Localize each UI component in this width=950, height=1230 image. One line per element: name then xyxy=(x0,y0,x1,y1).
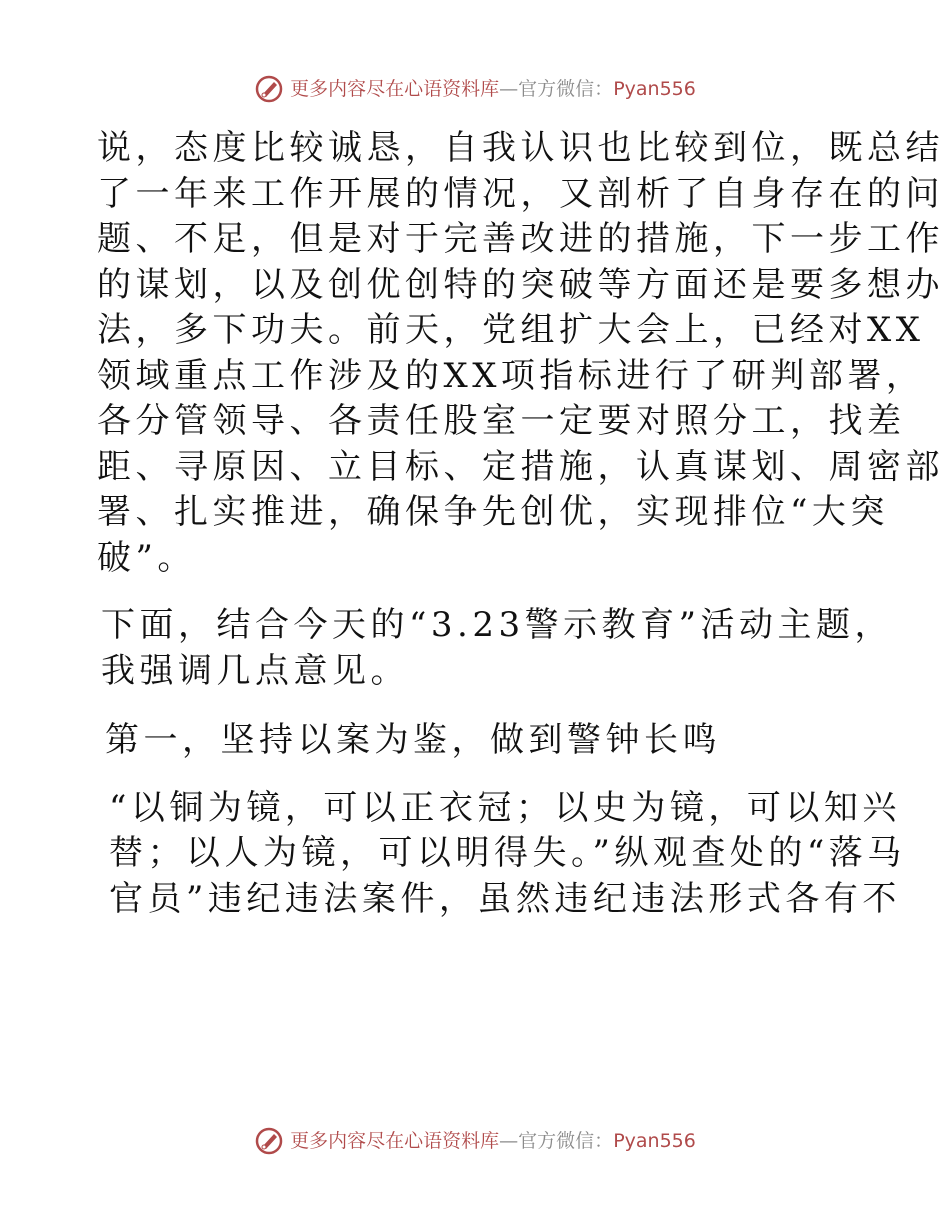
text-line: 各分管领导、各责任股室一定要对照分工，找差 xyxy=(97,401,906,441)
paragraph-1 xyxy=(97,126,944,581)
paragraph-3 xyxy=(97,786,906,923)
text-line: 领域重点工作涉及的XX项指标进行了研判部署， xyxy=(97,355,925,396)
text-line: 破”。 xyxy=(97,537,196,578)
header-watermark xyxy=(0,74,950,104)
text-line: “以铜为镜，可以正衣冠；以史为镜，可以知兴 xyxy=(109,787,901,828)
document-body xyxy=(97,126,944,922)
text-line: 题、不足，但是对于完善改进的措施，下一步工作 xyxy=(97,219,944,259)
text-line: 署、扎实推进，确保争先创优，实现排位“大突 xyxy=(97,492,889,532)
brand-logo-icon xyxy=(254,74,284,104)
brand-logo-icon xyxy=(254,1126,284,1156)
watermark-dash: — xyxy=(499,78,519,100)
watermark-sub: 官方微信： xyxy=(518,1130,614,1152)
text-line: 下面，结合今天的“3.23警示教育”活动主题， xyxy=(101,605,893,645)
watermark-text xyxy=(290,74,696,104)
text-line: 了一年来工作开展的情况，又剖析了自身存在的问 xyxy=(97,173,944,214)
paragraph-2 xyxy=(97,603,893,694)
section-heading xyxy=(97,718,857,764)
watermark-text xyxy=(290,1126,696,1156)
text-line: 法，多下功夫。前天，党组扩大会上，已经对XX xyxy=(97,310,925,350)
text-line: 距、寻原因、立目标、定措施，认真谋划、周密部 xyxy=(97,446,944,487)
watermark-main: 更多内容尽在心语资料库 xyxy=(290,78,500,100)
text-line: 我强调几点意见。 xyxy=(101,650,409,691)
text-line: 官员”违纪违法案件，虽然违纪违法形式各有不 xyxy=(109,878,901,919)
watermark-main: 更多内容尽在心语资料库 xyxy=(290,1130,500,1152)
watermark-id: Pyan556 xyxy=(613,78,696,100)
watermark-sub: 官方微信： xyxy=(518,78,614,100)
text-line: 替；以人为镜，可以明得失。”纵观查处的“落马 xyxy=(109,833,906,873)
footer-watermark xyxy=(0,1126,950,1156)
watermark-id: Pyan556 xyxy=(613,1130,696,1152)
text-line: 说，态度比较诚恳，自我认识也比较到位，既总结 xyxy=(97,128,944,168)
text-line: 的谋划，以及创优创特的突破等方面还是要多想办 xyxy=(97,264,944,305)
text-line: 第一，坚持以案为鉴，做到警钟长鸣 xyxy=(105,720,721,760)
watermark-dash: — xyxy=(499,1130,519,1152)
